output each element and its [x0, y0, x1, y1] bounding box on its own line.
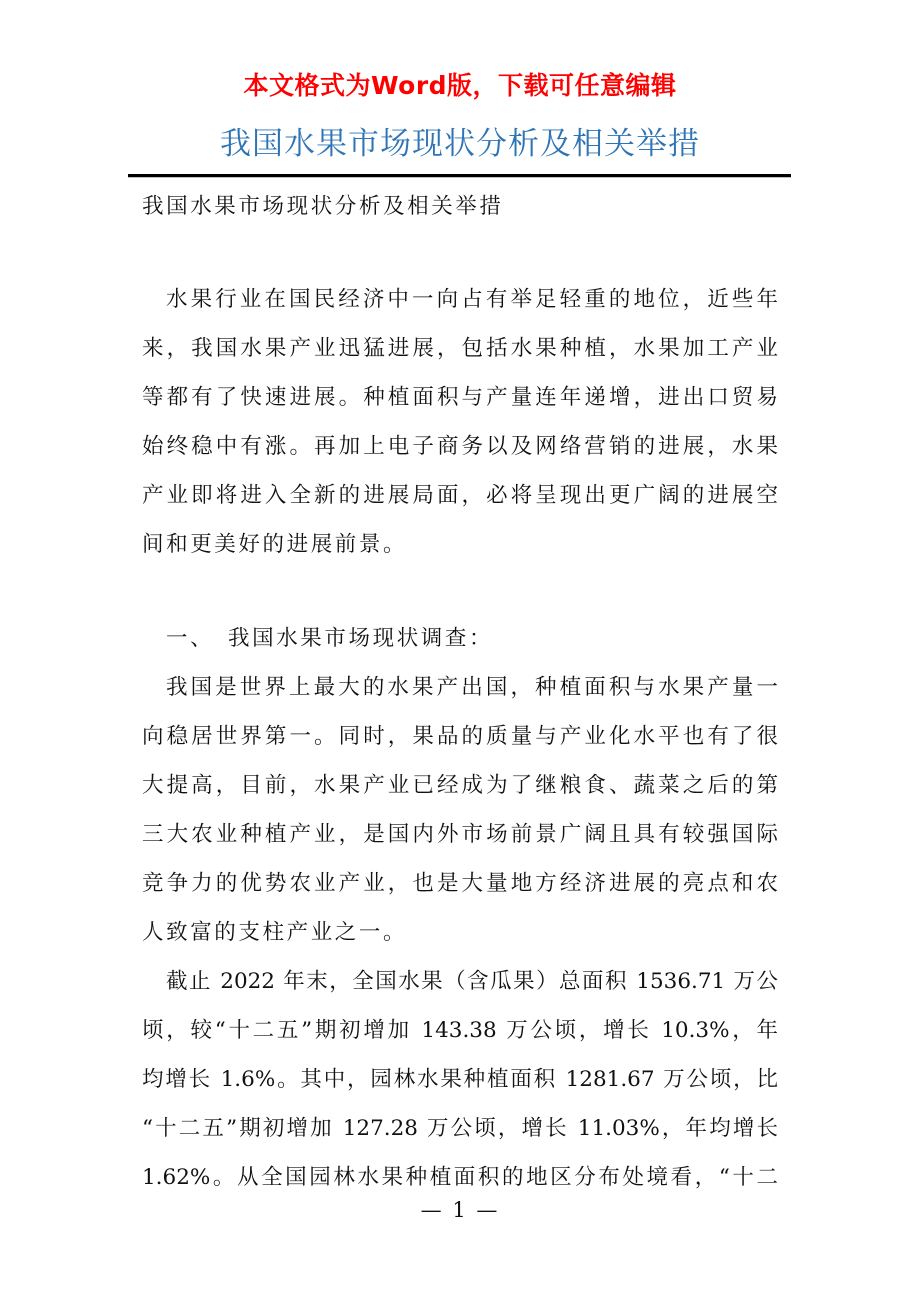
- paragraph-line: 始终稳中有涨。再加上电子商务以及网络营销的进展，水果: [142, 434, 778, 459]
- document-subtitle: 我国水果市场现状分析及相关举措: [142, 194, 504, 219]
- paragraph-line: “十二五”期初增加 127.28 万公顷，增长 11.03%，年均增长: [142, 1116, 778, 1141]
- paragraph-line: 水果行业在国民经济中一向占有举足轻重的地位，近些年: [166, 287, 778, 312]
- document-title: 我国水果市场现状分析及相关举措: [220, 126, 700, 162]
- paragraph-line: 1.62%。从全国园林水果种植面积的地区分布处境看，“十二: [142, 1165, 778, 1190]
- paragraph-line: 大提高，目前，水果产业已经成为了继粮食、蔬菜之后的第: [142, 773, 778, 798]
- section-number: 一、: [166, 626, 215, 651]
- paragraph-line: 三大农业种植产业，是国内外市场前景广阔且具有较强国际: [142, 822, 778, 847]
- paragraph-line: 等都有了快速进展。种植面积与产量连年递增，进出口贸易: [142, 385, 778, 410]
- paragraph-line: 我国是世界上最大的水果产出国，种植面积与水果产量一: [166, 675, 778, 700]
- paragraph-line: 均增长 1.6%。其中，园林水果种植面积 1281.67 万公顷，比: [142, 1067, 778, 1092]
- section-heading-1: [142, 619, 806, 659]
- paragraph-line: 顷，较“十二五”期初增加 143.38 万公顷，增长 10.3%，年: [142, 1018, 778, 1043]
- section-heading-text: 我国水果市场现状调查：: [228, 626, 494, 651]
- page-number: — 1 —: [420, 1198, 500, 1222]
- paragraph-line: 来，我国水果产业迅猛进展，包括水果种植，水果加工产业: [142, 336, 778, 361]
- paragraph-line: 竞争力的优势农业产业，也是大量地方经济进展的亮点和农: [142, 871, 778, 896]
- header-rule: [128, 174, 791, 177]
- download-banner: 本文格式为Word版，下载可任意编辑: [243, 71, 677, 100]
- paragraph-line: 间和更美好的进展前景。: [142, 532, 408, 557]
- paragraph-line: 向稳居世界第一。同时，果品的质量与产业化水平也有了很: [142, 724, 778, 749]
- paragraph-line: 人致富的支柱产业之一。: [142, 920, 408, 945]
- paragraph-line: 产业即将进入全新的进展局面，必将呈现出更广阔的进展空: [142, 483, 778, 508]
- paragraph-line: 截止 2022 年末，全国水果（含瓜果）总面积 1536.71 万公: [166, 969, 778, 994]
